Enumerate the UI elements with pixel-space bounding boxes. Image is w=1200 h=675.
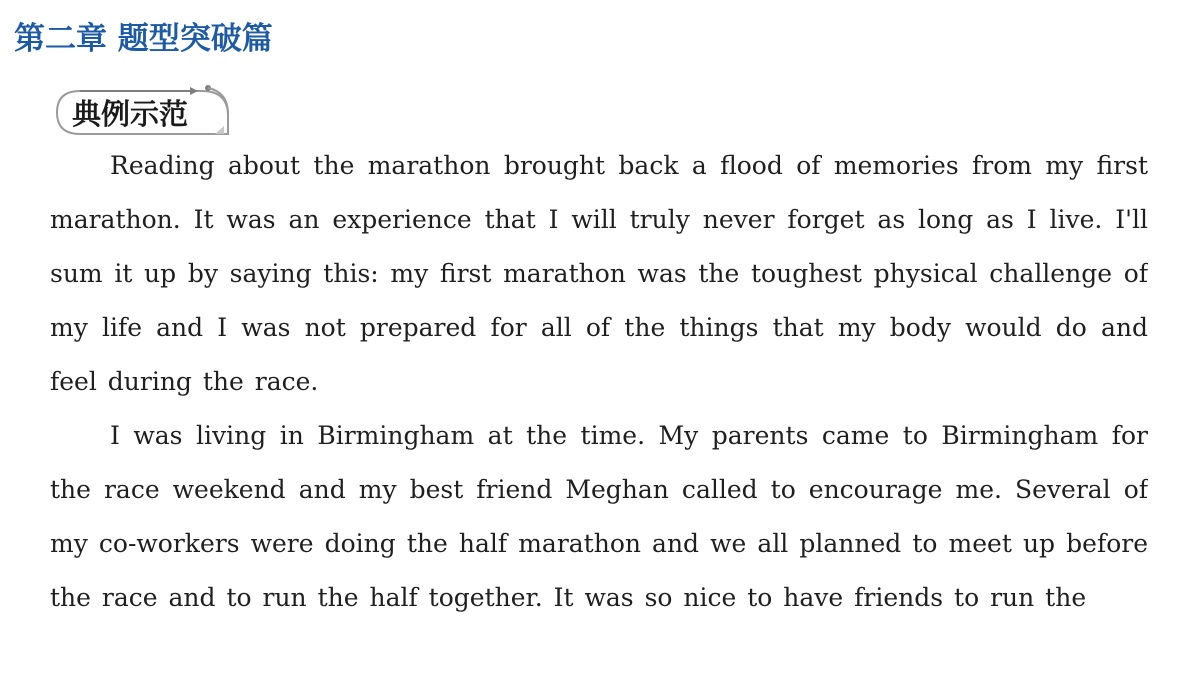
chapter-title: 第二章 题型突破篇: [14, 21, 273, 57]
paragraph-1: Reading about the marathon brought back a flood of memories from my first marathon. It was an experience that I will truly never forget as long as I live. I'll sum it up by saying this: my first marathon was the toughest physical challenge of my life and I was not prepared for all of the things that my body would do and feel during the race.: [50, 151, 1148, 396]
paragraph-2: I was living in Birmingham at the time. My parents came to Birmingham for the race weekend and my best friend Meghan called to encourage me. Several of my co-workers were doing the half marathon and we all planned to meet up before the race and to run the half together. It was so nice to have friends to run the: [50, 421, 1148, 612]
article-body: [50, 139, 1148, 675]
badge-label: 典例示范: [72, 97, 189, 131]
example-badge: [52, 84, 236, 140]
